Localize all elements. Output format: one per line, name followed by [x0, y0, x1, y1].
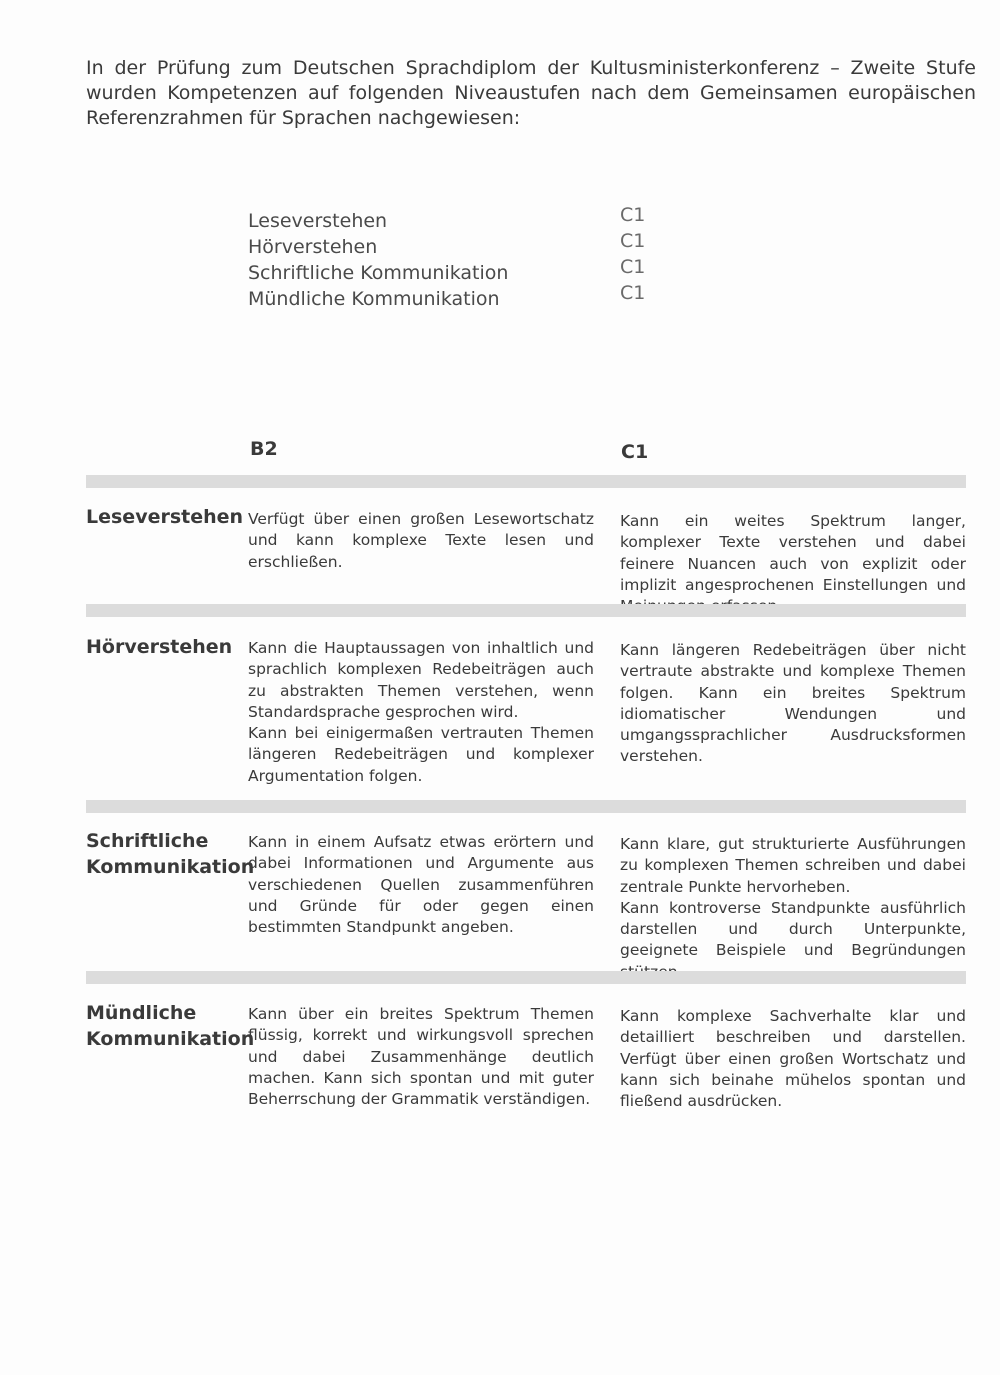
row-divider [86, 475, 966, 488]
b2-description-leseverstehen: Verfügt über einen großen Lesewortschatz und kann komplexe Texte lesen und erschließen. [248, 510, 594, 571]
level-name: Hörverstehen [248, 236, 378, 258]
row-label-muendlich: Mündliche Kommunikation [86, 1002, 255, 1050]
row-divider [86, 971, 966, 984]
c1-description-muendlich: Kann komplexe Sachverhalte klar und detailliert beschreiben und darstellen. Verfügt über einen großen Wortschatz und kann sich beinahe mühelos spontan und fließend ausdrücken. [620, 1007, 966, 1111]
column-header-c1: C1 [621, 441, 649, 463]
intro-paragraph: In der Prüfung zum Deutschen Sprachdiplom der Kultusministerkonferenz – Zweite Stufe wurden Kompetenzen auf folgenden Niveaustufen nach dem Gemeinsamen europäischen Referenzrahmen für Sprachen nachgewiesen: [86, 57, 976, 129]
b2-description-muendlich: Kann über ein breites Spektrum Themen flüssig, korrekt und wirkungsvoll sprechen und dabei Zusammenhänge deutlich machen. Kann sich spontan und mit guter Beherrschung der Grammatik verständigen. [248, 1005, 594, 1109]
level-row-muendlich [248, 282, 668, 312]
c1-description-schriftlich: Kann klare, gut strukturierte Ausführungen zu komplexen Themen schreiben und dabei zentrale Punkte hervorheben. Kann kontroverse Standpunkte ausführlich darstellen und durch Unterpunkte, geeignete Beispiele und Begründungen [620, 835, 966, 960]
c1-description-hoerverstehen: Kann längeren Redebeiträgen über nicht vertraute abstrakte und komplexe Themen folgen. Kann ein breites Spektrum idiomatischer Wendungen und umgangssprachlicher Ausdrucksformen verstehen. [620, 641, 966, 766]
level-name: Mündliche Kommunikation [248, 288, 500, 310]
column-header-b2: B2 [250, 438, 278, 460]
level-value: C1 [620, 204, 646, 226]
level-row-leseverstehen [248, 204, 668, 234]
levels-summary [248, 204, 668, 312]
level-value: C1 [620, 256, 646, 278]
level-row-hoerverstehen [248, 230, 668, 260]
level-name: Leseverstehen [248, 210, 388, 232]
c1-description-leseverstehen: Kann ein weites Spektrum langer, komplexer Texte verstehen und dabei feinere Nuancen auch von explizit oder implizit angesprochenen Einstellungen und [620, 512, 966, 594]
level-row-schriftlich [248, 256, 668, 286]
level-value: C1 [620, 230, 646, 252]
level-value: C1 [620, 282, 646, 304]
row-label-hoerverstehen: Hörverstehen [86, 636, 233, 658]
row-label-schriftlich: Schriftliche Kommunikation [86, 830, 255, 878]
row-divider [86, 800, 966, 813]
b2-description-schriftlich: Kann in einem Aufsatz etwas erörtern und dabei Informationen und Argumente aus verschiedenen Quellen zusammenführen und Gründe für oder gegen einen bestimmten Standpunkt angeben. [248, 833, 594, 937]
row-divider [86, 604, 966, 617]
row-label-leseverstehen: Leseverstehen [86, 506, 244, 528]
level-name: Schriftliche Kommunikation [248, 262, 509, 284]
b2-description-hoerverstehen: Kann die Hauptaussagen von inhaltlich und sprachlich komplexen Redebeiträgen auch zu abstrakten Themen verstehen, wenn Standardsprache gesprochen wird. Kann bei einigermaßen vertrauten Themen längeren Redebeiträgen und komplexer Argumentation folgen. [248, 639, 594, 785]
